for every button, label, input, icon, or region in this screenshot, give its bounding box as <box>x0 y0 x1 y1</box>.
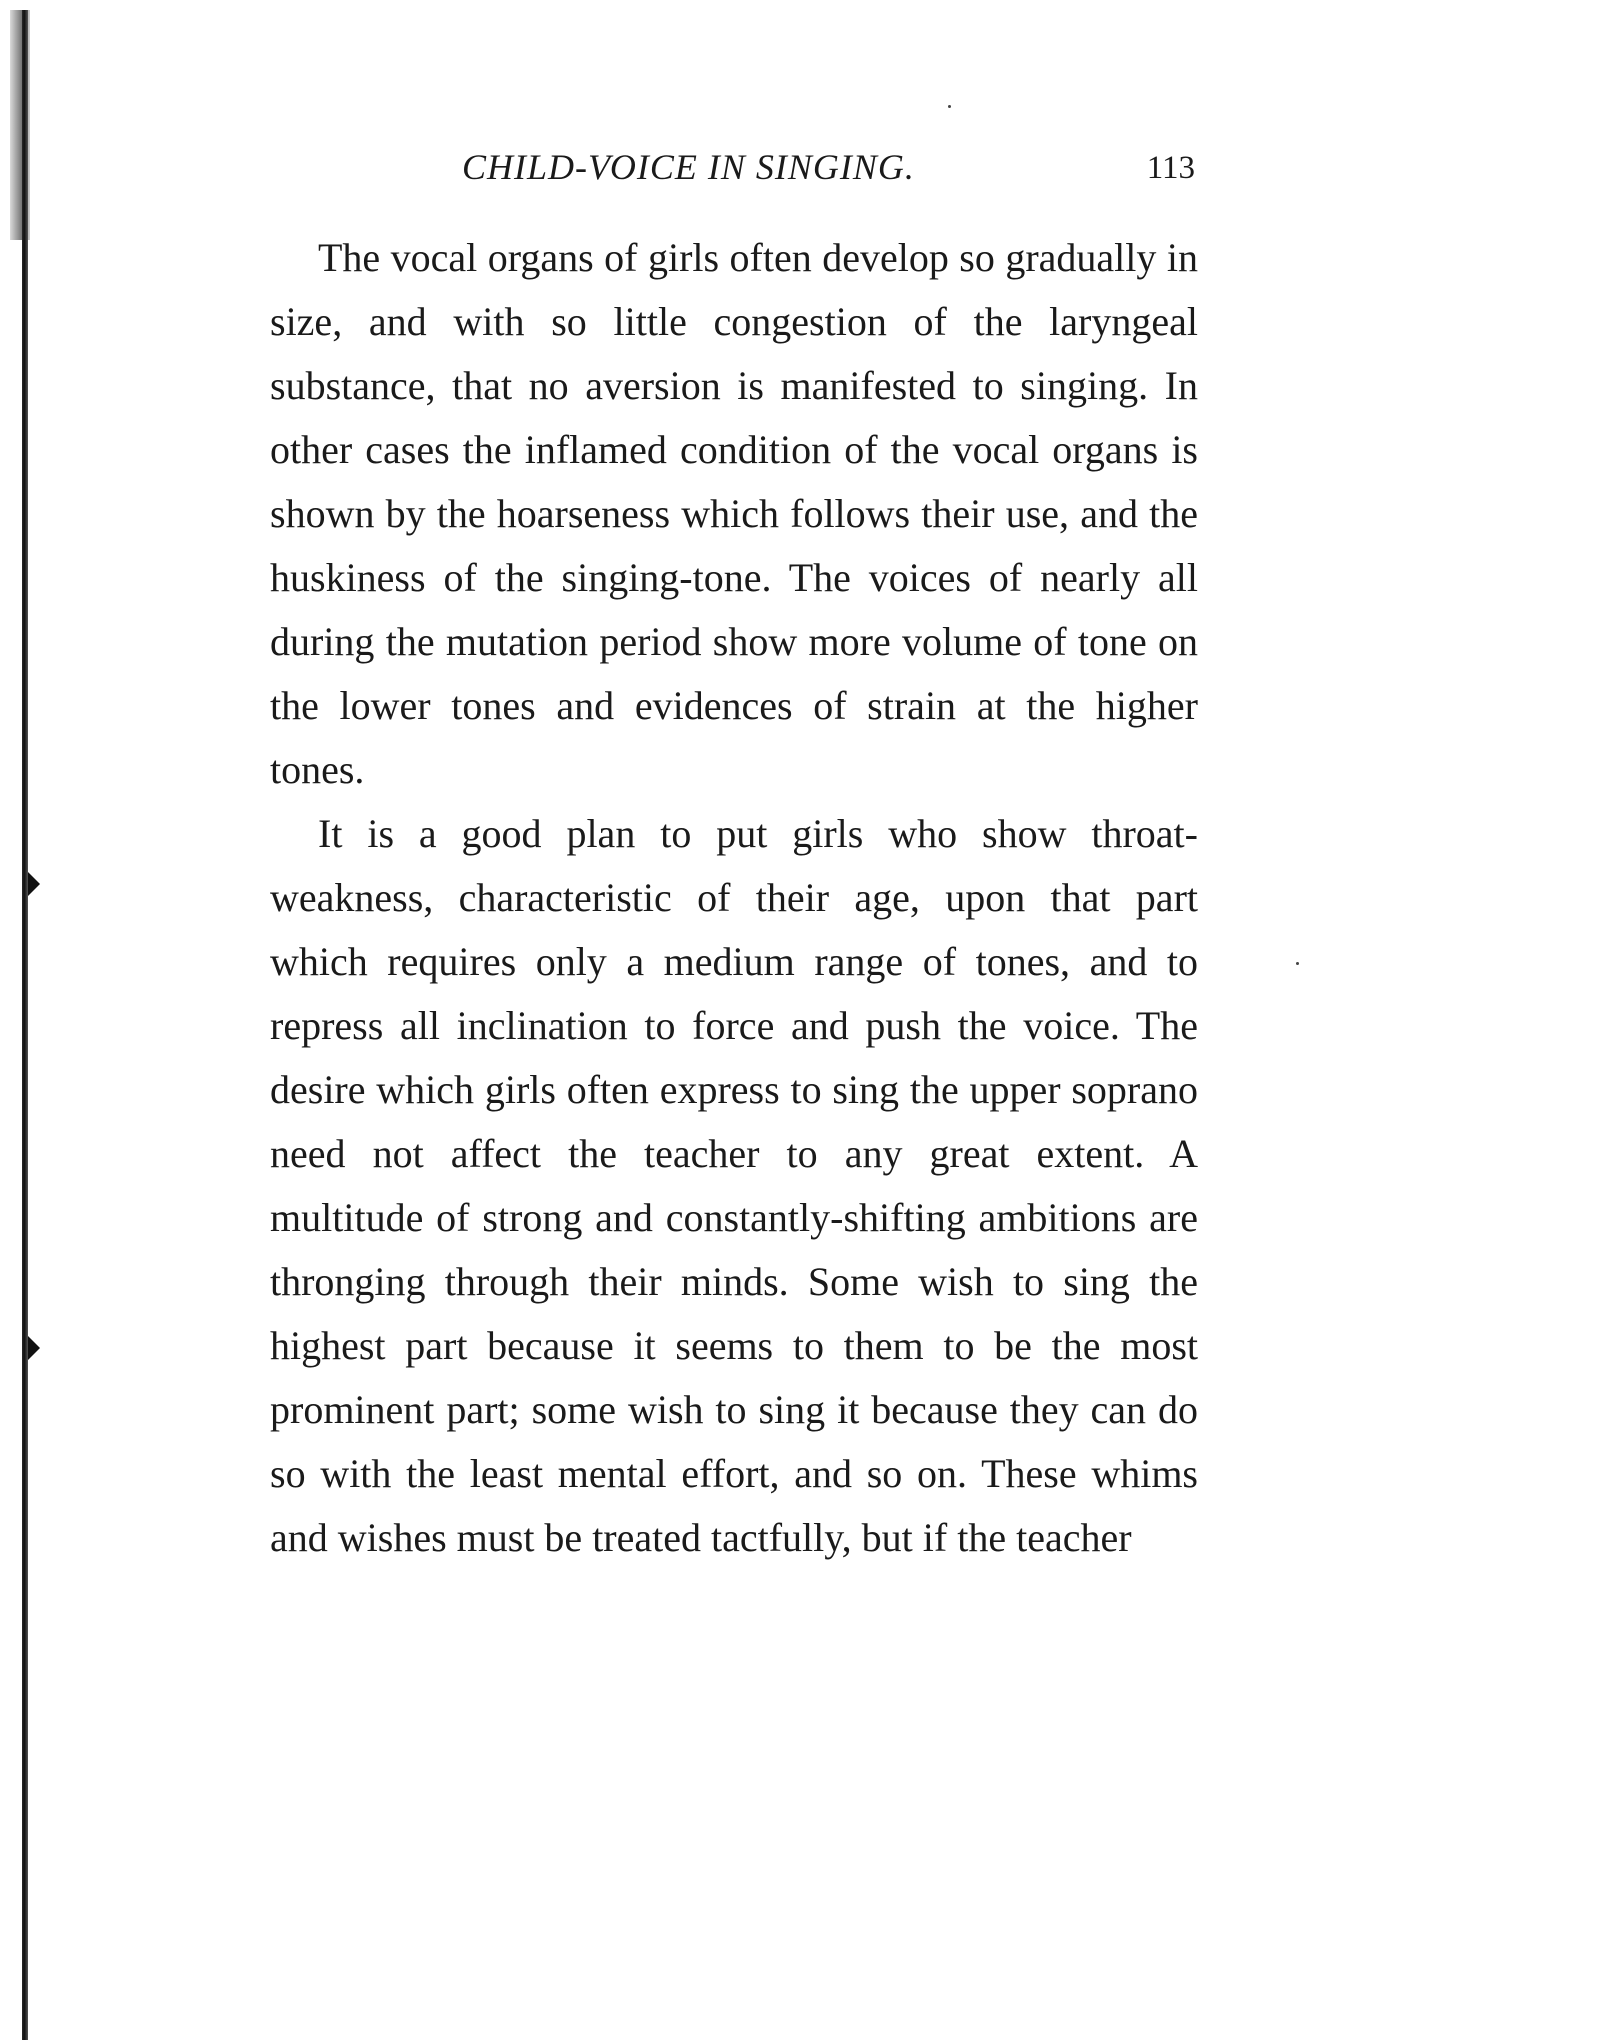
binding-edge <box>22 10 28 2040</box>
page-number: 113 <box>1146 150 1195 186</box>
binding-notch <box>28 872 40 896</box>
binding-notch <box>28 1336 40 1360</box>
paragraph: It is a good plan to put girls who show throat-weakness, characteristic of their age, upon that part which requires only a medium range of tones, and to repress all inclination to force and push the voice. The desire which girls often express to sing the upper soprano need not affect the teacher to any great extent. A multitude of strong and constantly-shifting ambitions are thronging through their minds. Some wish to sing the highest part because it seems to them to be the most prominent part; some wish to sing it because they can do so with the least mental effort, and so on. These whims and wishes must be treated tactfully, but if the teacher <box>270 811 1198 1560</box>
page-header <box>270 146 1195 196</box>
stray-mark <box>948 105 951 108</box>
paragraph: The vocal organs of girls often develop so gradually in size, and with so little congestion of the laryngeal substance, that no aversion is manifested to singing. In other cases the inflamed condition of the vocal organs is shown by the hoarseness which follows their use, and the huskiness of the singing-tone. The voices of nearly all during the mutation period show more volume of tone on the lower tones and evidences of strain at the higher tones. <box>270 235 1198 792</box>
running-head: CHILD-VOICE IN SINGING. <box>462 147 915 187</box>
body-text <box>270 226 1198 1570</box>
stray-mark <box>1296 962 1299 965</box>
